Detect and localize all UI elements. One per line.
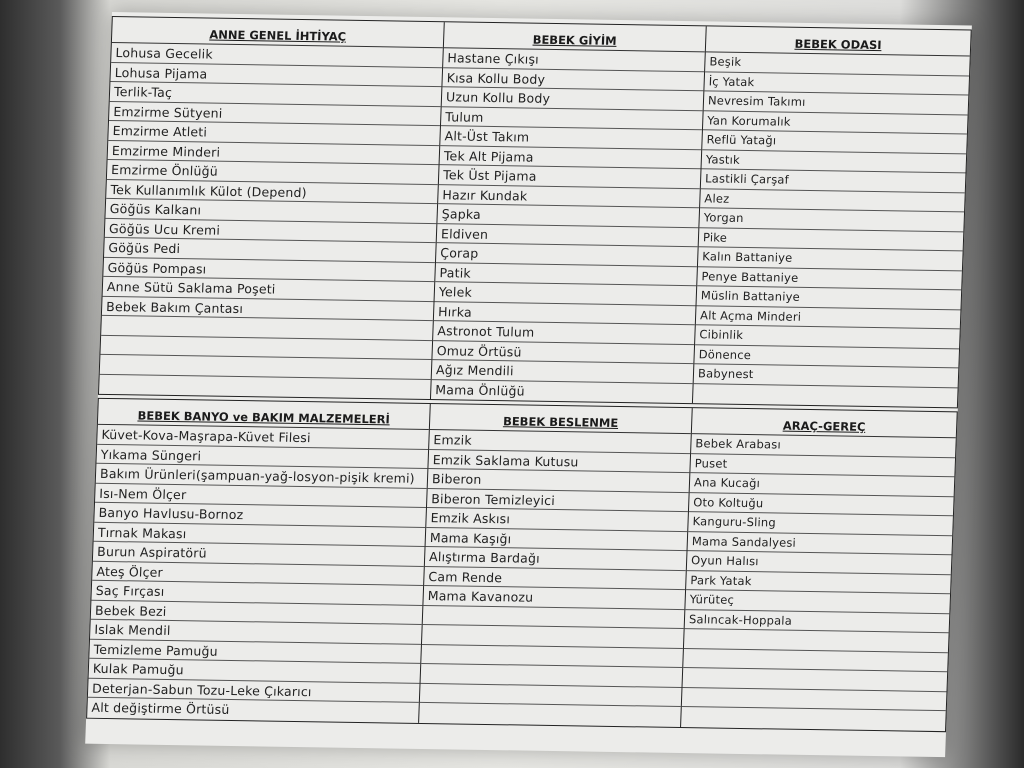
- arac-gerec-title: ARAÇ-GEREÇ: [782, 418, 866, 434]
- banyo-item: Bebek Bezi: [91, 600, 423, 625]
- beslenme-item: Emzik Askısı: [426, 508, 688, 532]
- oda-item: İç Yatak: [704, 72, 969, 96]
- giyim-item: Hırka: [434, 302, 696, 326]
- bebek-beslenme-header: [430, 404, 692, 434]
- anne-item: Terlik-Taç: [110, 82, 442, 107]
- oda-item: Alt Açma Minderi: [696, 306, 961, 330]
- bebek-odasi-title: BEBEK ODASI: [794, 36, 882, 53]
- bebek-giyim-column: [431, 22, 707, 403]
- giyim-item: Astronot Tulum: [433, 321, 695, 345]
- arac-item: Salıncak-Hoppala: [685, 610, 950, 634]
- arac-item: Ana Kucağı: [690, 473, 955, 497]
- bottom-table: [86, 398, 958, 732]
- bebek-odasi-column: [693, 26, 971, 407]
- bebek-beslenme-title: BEBEK BESLENME: [502, 414, 619, 430]
- anne-item: Göğüs Pompası: [103, 257, 435, 282]
- beslenme-item: Biberon Temizleyici: [427, 489, 689, 513]
- beslenme-item: Cam Rende: [424, 566, 686, 590]
- giyim-item: Kısa Kollu Body: [442, 68, 704, 92]
- giyim-item: Tek Üst Pijama: [439, 165, 701, 189]
- banyo-item: Küvet-Kova-Maşrapa-Küvet Filesi: [97, 425, 429, 450]
- anne-genel-column: [99, 17, 445, 399]
- bebek-giyim-title: BEBEK GİYİM: [532, 32, 617, 48]
- arac-item: Kanguru-Sling: [688, 512, 953, 536]
- oda-item: [693, 384, 958, 408]
- arac-item: [681, 707, 946, 731]
- giyim-item: Çorap: [436, 243, 698, 267]
- anne-item: Anne Sütü Saklama Poşeti: [103, 277, 435, 302]
- banyo-item: Isı-Nem Ölçer: [95, 483, 427, 508]
- anne-item: Göğüs Kalkanı: [105, 199, 437, 224]
- oda-item: Babynest: [694, 364, 959, 388]
- giyim-item: Tulum: [441, 107, 703, 131]
- giyim-item: Hastane Çıkışı: [443, 48, 705, 72]
- anne-item: Emzirme Sütyeni: [109, 101, 441, 126]
- banyo-item: Yıkama Süngeri: [96, 444, 428, 469]
- giyim-item: Omuz Örtüsü: [432, 341, 694, 365]
- arac-item: Bebek Arabası: [691, 434, 956, 458]
- oda-item: Nevresim Takımı: [704, 91, 969, 115]
- arac-item: Oyun Halısı: [687, 551, 952, 575]
- anne-item: Lohusa Gecelik: [111, 43, 443, 68]
- oda-item: Lastikli Çarşaf: [701, 169, 966, 193]
- oda-item: Beşik: [705, 52, 970, 76]
- beslenme-item: Emzik: [429, 430, 691, 454]
- giyim-item: Patik: [435, 263, 697, 287]
- banyo-item: Saç Fırçası: [91, 581, 423, 606]
- oda-item: Pike: [699, 228, 964, 252]
- arac-item: Puset: [690, 454, 955, 478]
- beslenme-item: Mama Kaşığı: [426, 527, 688, 551]
- oda-item: Dönence: [694, 345, 959, 369]
- bebek-beslenme-column: [419, 404, 693, 726]
- oda-item: Reflü Yatağı: [702, 130, 967, 154]
- checklist-sheet: [85, 12, 972, 757]
- oda-item: Kalın Battaniye: [698, 247, 963, 271]
- banyo-item: Alt değiştirme Örtüsü: [91, 699, 230, 717]
- arac-gerec-header: [692, 408, 957, 438]
- oda-item: Yastık: [702, 150, 967, 174]
- banyo-item: Temizleme Pamuğu: [89, 639, 421, 664]
- bebek-odasi-header: [706, 26, 971, 56]
- banyo-bakim-title: BEBEK BANYO ve BAKIM MALZEMELERİ: [137, 408, 391, 427]
- giyim-item: Alt-Üst Takım: [440, 126, 702, 150]
- anne-item: Tek Kullanımlık Külot (Depend): [106, 179, 438, 204]
- arac-item: Yürüteç: [685, 590, 950, 614]
- oda-item: Cibinlik: [695, 325, 960, 349]
- oda-item: Müslin Battaniye: [696, 286, 961, 310]
- banyo-item: Islak Mendil: [90, 620, 422, 645]
- banyo-item: Ateş Ölçer: [92, 561, 424, 586]
- bebek-giyim-header: [444, 22, 706, 52]
- oda-item: Penye Battaniye: [697, 267, 962, 291]
- giyim-item: Eldiven: [437, 224, 699, 248]
- banyo-item: Bakım Ürünleri(şampuan-yağ-losyon-pişik kremi): [96, 464, 428, 489]
- beslenme-item: [419, 703, 681, 727]
- anne-item: Göğüs Ucu Kremi: [105, 218, 437, 243]
- beslenme-item: Alıştırma Bardağı: [425, 547, 687, 571]
- anne-item: Emzirme Atleti: [108, 121, 440, 146]
- oda-item: Yorgan: [699, 208, 964, 232]
- beslenme-item: Emzik Saklama Kutusu: [428, 450, 690, 474]
- anne-genel-title: ANNE GENEL İHTİYAÇ: [209, 27, 347, 44]
- anne-item: Göğüs Pedi: [104, 238, 436, 263]
- giyim-item: Mama Önlüğü: [435, 381, 526, 399]
- giyim-item: Şapka: [437, 204, 699, 228]
- anne-item: [99, 374, 431, 399]
- top-table: [98, 16, 972, 408]
- giyim-item: Yelek: [435, 282, 697, 306]
- oda-item: Yan Korumalık: [703, 111, 968, 135]
- anne-item: Lohusa Pijama: [110, 62, 442, 87]
- banyo-item: Kulak Pamuğu: [89, 659, 421, 684]
- arac-item: Park Yatak: [686, 571, 951, 595]
- giyim-item: Ağız Mendili: [432, 360, 694, 384]
- banyo-item: Tırnak Makası: [94, 522, 426, 547]
- anne-item: Emzirme Minderi: [108, 140, 440, 165]
- beslenme-item: Biberon: [428, 469, 690, 493]
- anne-item: Bebek Bakım Çantası: [102, 296, 434, 321]
- banyo-item: Deterjan-Sabun Tozu-Leke Çıkarıcı: [88, 678, 420, 703]
- giyim-item: Tek Alt Pijama: [440, 146, 702, 170]
- arac-gerec-column: [681, 408, 957, 731]
- giyim-item: Hazır Kundak: [438, 185, 700, 209]
- beslenme-item: Mama Kavanozu: [423, 586, 685, 610]
- banyo-item: Banyo Havlusu-Bornoz: [94, 503, 426, 528]
- banyo-bakim-column: [87, 399, 431, 723]
- arac-item: Oto Koltuğu: [689, 493, 954, 517]
- anne-item: Emzirme Önlüğü: [107, 160, 439, 185]
- giyim-item: Uzun Kollu Body: [442, 87, 704, 111]
- oda-item: Alez: [700, 189, 965, 213]
- banyo-item: Burun Aspiratörü: [93, 542, 425, 567]
- arac-item: Mama Sandalyesi: [688, 532, 953, 556]
